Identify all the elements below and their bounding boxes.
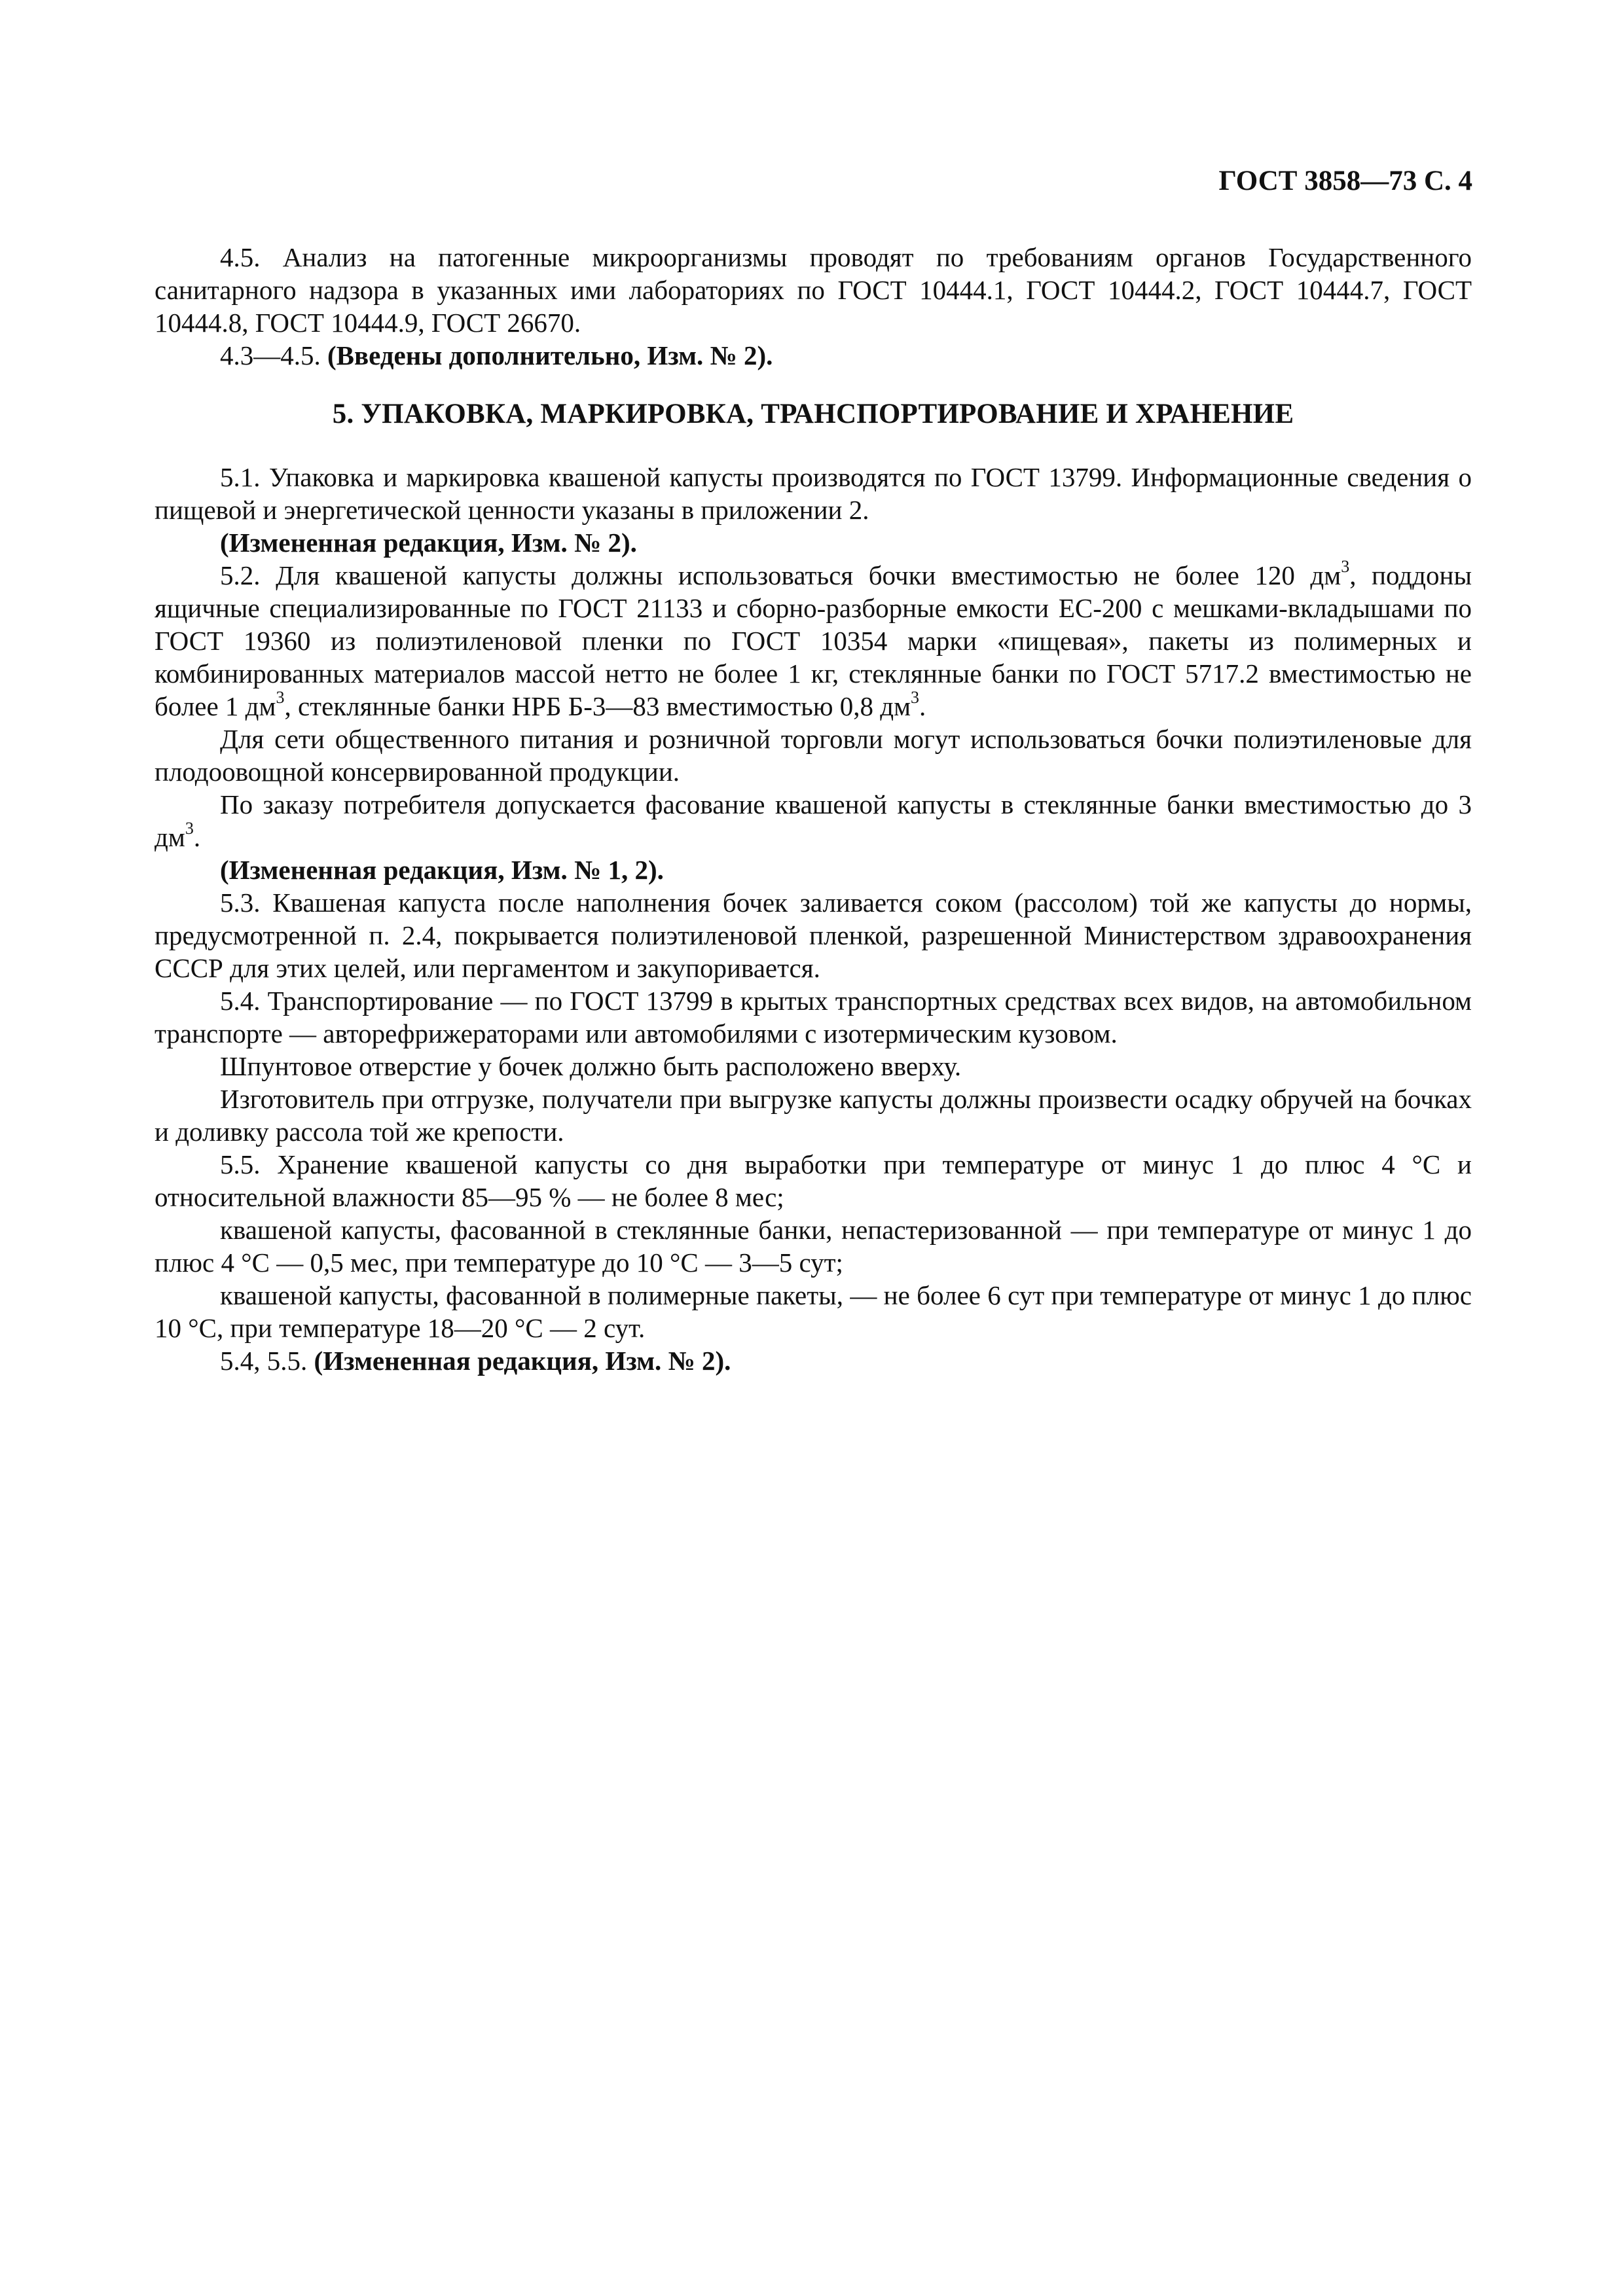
superscript-3: 3 — [911, 688, 920, 708]
paragraph-5-2-text-2: , поддоны ящичные специализированные по ГОСТ 21133 и сборно-разборные емкости ЕС-200 с мешками-вкладышами по ГОСТ 19360 из полиэтиленовой пленки по ГОСТ 10354 марки «пищевая», пакеты из полимерных и комбинированных материалов массой нетто не более 1 кг, стеклянные банки по ГОСТ 5717.2 вместимостью не более 1 дм — [155, 560, 1472, 721]
paragraph-5-5-c: квашеной капусты, фасованной в полимерные пакеты, — не более 6 сут при температуре от минус 1 до плюс 10 °С, при температуре 18—20 °С — 2 сут. — [155, 1280, 1472, 1343]
amendment-note-bold: (Введены дополнительно, Изм. № 2). — [327, 340, 773, 370]
superscript-3: 3 — [1341, 557, 1350, 577]
superscript-3: 3 — [185, 819, 194, 838]
amendment-note-5-2 — [155, 853, 1472, 886]
section-5-title: 5. УПАКОВКА, МАРКИРОВКА, ТРАНСПОРТИРОВАНИЕ И ХРАНЕНИЕ — [332, 399, 1294, 429]
document-body — [155, 241, 1472, 1377]
paragraph-5-2-c — [155, 788, 1472, 853]
paragraph-4-5: 4.5. Анализ на патогенные микроорганизмы проводят по требованиям органов Государственного санитарного надзора в указанных ими лабораториях по ГОСТ 10444.1, ГОСТ 10444.2, ГОСТ 10444.7, ГОСТ 10444.8, ГОСТ 10444.9, ГОСТ 26670. — [155, 242, 1472, 338]
paragraph-5-2-c-text-2: . — [193, 822, 201, 852]
amendment-note-4-3-4-5 — [155, 339, 1472, 372]
paragraph-5-2-text-1: 5.2. Для квашеной капусты должны использоваться бочки вместимостью не более 120 дм — [220, 560, 1341, 590]
paragraph-5-4: 5.4. Транспортирование — по ГОСТ 13799 в крытых транспортных средствах всех видов, на автомобильном транспорте — авторефрижераторами или автомобилями с изотермическим кузовом. — [155, 986, 1472, 1049]
amendment-note-prefix: 4.3—4.5. — [220, 340, 327, 370]
paragraph-5-4-c: Изготовитель при отгрузке, получатели при выгрузке капусты должны произвести осадку обручей на бочках и доливку рассола той же крепости. — [155, 1084, 1472, 1147]
amendment-note-5-4-5-5 — [155, 1344, 1472, 1377]
paragraph-5-3: 5.3. Квашеная капуста после наполнения бочек заливается соком (рассолом) той же капусты до нормы, предусмотренной п. 2.4, покрывается полиэтиленовой пленкой, разрешенной Министерством здравоохранения СССР для этих целей, или пергаментом и закупоривается. — [155, 888, 1472, 983]
paragraph-5-5-b: квашеной капусты, фасованной в стеклянные банки, непастеризованной — при температуре от минус 1 до плюс 4 °С — 0,5 мес, при температуре до 10 °С — 3—5 сут; — [155, 1215, 1472, 1278]
amendment-note-5-1 — [155, 526, 1472, 559]
paragraph-5-2-text-4: . — [919, 691, 926, 721]
paragraph-5-5: 5.5. Хранение квашеной капусты со дня выработки при температуре от минус 1 до плюс 4 °С и относительной влажности 85—95 % — не более 8 мес; — [155, 1149, 1472, 1212]
paragraph-5-2-c-text-1: По заказу потребителя допускается фасование квашеной капусты в стеклянные банки вместимостью до 3 дм — [155, 789, 1472, 852]
paragraph-5-2-text-3: , стеклянные банки НРБ Б-3—83 вместимостью 0,8 дм — [284, 691, 911, 721]
paragraph-5-4-b: Шпунтовое отверстие у бочек должно быть расположено вверху. — [220, 1051, 962, 1081]
amendment-note-bold: (Измененная редакция, Изм. № 2). — [314, 1346, 731, 1376]
amendment-note-prefix: 5.4, 5.5. — [220, 1346, 314, 1376]
superscript-3: 3 — [276, 688, 285, 708]
paragraph-5-2 — [155, 559, 1472, 723]
paragraph-5-2-b: Для сети общественного питания и розничной торговли могут использоваться бочки полиэтиленовые для плодоовощной консервированной продукции. — [155, 724, 1472, 787]
page-header-reference: ГОСТ 3858—73 С. 4 — [1218, 166, 1472, 196]
amendment-note-bold: (Измененная редакция, Изм. № 1, 2). — [220, 855, 664, 885]
amendment-note-bold: (Измененная редакция, Изм. № 2). — [220, 528, 637, 558]
paragraph-5-1: 5.1. Упаковка и маркировка квашеной капусты производятся по ГОСТ 13799. Информационные сведения о пищевой и энергетической ценности указаны в приложении 2. — [155, 462, 1472, 525]
